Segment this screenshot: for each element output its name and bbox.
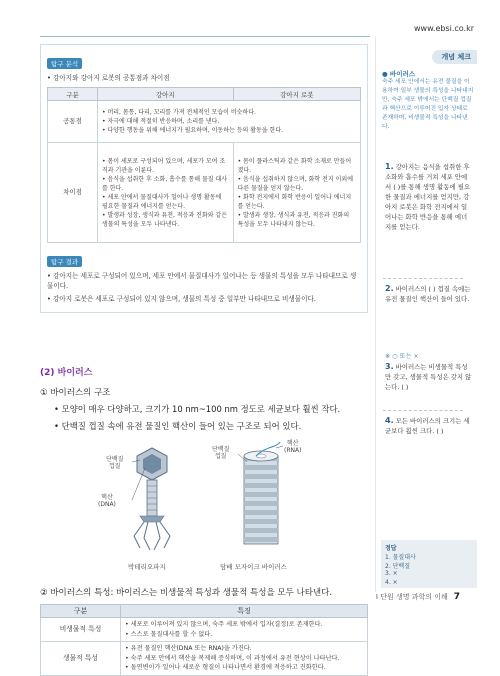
- result-point: • 강아지는 세포로 구성되어 있으며, 세포 안에서 물질대사가 일어나는 등 생물의 특성을 모두 나타내므로 생물이다.: [47, 271, 361, 291]
- dog-item: • 세포 안에서 물질대사가 일어나 생명 활동에 필요한 물질과 에너지를 얻는다.: [102, 193, 229, 211]
- tmv-figure: [238, 442, 283, 544]
- dog-item: • 발생과 성장, 생식과 유전, 적응과 진화와 같은 생물의 특성을 모두 나타낸다.: [102, 211, 229, 229]
- concept-check-sidebar: [377, 44, 477, 544]
- th2-feature: 특징: [121, 605, 368, 618]
- nonliving-item: • 세포로 이루어져 있지 않으며, 숙주 세포 밖에서 입자(결정)로 존재한다.: [125, 620, 363, 630]
- q-number: 3.: [385, 362, 394, 371]
- answer-box: [381, 540, 477, 588]
- question-divider: [383, 410, 463, 411]
- common-item: • 다양한 행동을 위해 에너지가 필요하며, 이동하는 등의 활동을 한다.: [102, 126, 356, 135]
- q-text: 강아지는 음식을 섭취한 후 소화와 흡수를 거쳐 세포 안에서 ( )를 통해 생명 활동에 필요한 물질과 에너지를 얻지만, 강아지 로봇은 화학 전지에서 일어나는 화학 반응을 통해 에너지를 얻는다.: [385, 163, 471, 231]
- properties-subtitle: ② 바이러스의 특성: 바이러스는 비생물적 특성과 생물적 특성을 모두 나타낸다.: [40, 588, 333, 598]
- section-title: (2) 바이러스: [40, 368, 93, 378]
- dog-item: • 몸이 세포로 구성되어 있으며, 세포가 모여 조직과 기관을 이룬다.: [102, 157, 229, 175]
- q-text: 모든 바이러스의 크기는 세균보다 훨씬 크다. ( ): [385, 417, 470, 435]
- q-number: 4.: [385, 416, 394, 425]
- answer-item: 4. ×: [385, 579, 398, 586]
- phage-caption: 박테리오파지: [128, 563, 166, 571]
- common-cell: [98, 101, 361, 143]
- properties-table: [40, 604, 368, 676]
- phage-nucleic-label: 핵산 (DNA): [98, 494, 116, 508]
- footer-label: I 단원 생명 과학의 이해: [375, 593, 448, 601]
- site-url: www.ebsi.co.kr: [414, 24, 474, 33]
- th-dog: 강아지: [98, 88, 234, 101]
- inquiry-intro: • 강아지와 강아지 로봇의 공통점과 차이점: [47, 73, 361, 83]
- living-item: • 돌연변이가 일어나 새로운 형질이 나타나면서 환경에 적응하고 진화한다.: [125, 663, 363, 673]
- page-number: 7: [453, 592, 460, 602]
- phage-protein-label: 단백질 껍질: [106, 456, 124, 470]
- top-divider: [40, 36, 370, 37]
- answer-item: 2. 단백질: [385, 563, 411, 570]
- th-category: 구분: [48, 88, 98, 101]
- note-title: ● 바이러스: [382, 70, 416, 78]
- row-label-common: 공통점: [48, 101, 98, 143]
- answer-title: 정답: [385, 545, 397, 552]
- main-column: [40, 44, 368, 676]
- th-robot: 강아지 로봇: [233, 88, 360, 101]
- note-body: 숙주 세포 안에서는 유전 물질을 이용하여 일부 생물의 특성을 나타내지만, 숙주 세포 밖에서는 단백질 껍질과 핵산으로 이루어진 입자 상태로 존재하며, 비생물적 특성을 나타낸다.: [382, 79, 474, 130]
- result-badge: 탐구 결과: [47, 256, 82, 267]
- living-item: • 유전 물질인 핵산(DNA 또는 RNA)을 가진다.: [125, 644, 363, 654]
- answer-item: 3. ×: [385, 570, 398, 577]
- column-divider: [375, 36, 376, 592]
- dog-diff-cell: [98, 143, 234, 243]
- common-item: • 자극에 대해 적절히 반응하며, 소리를 낸다.: [102, 117, 356, 126]
- common-item: • 머리, 몸통, 다리, 꼬리를 가져 전체적인 모습이 비슷하다.: [102, 108, 356, 117]
- question-3: [385, 362, 473, 392]
- virus-diagram: [40, 438, 368, 576]
- structure-subtitle: ① 바이러스의 구조: [40, 388, 111, 398]
- page-footer: [376, 592, 460, 602]
- q-text: 바이러스의 ( ) 껍질 속에는 유전 물질인 핵산이 들어 있다.: [385, 285, 471, 303]
- structure-line: • 단백질 껍질 속에 유전 물질인 핵산이 들어 있는 구조로 되어 있다.: [40, 420, 368, 432]
- result-point: • 강아지 로봇은 세포로 구성되어 있지 않으며, 생물의 특성 중 일부만 나타내므로 비생물이다.: [47, 294, 361, 304]
- tmv-nucleic-label: 핵산 (RNA): [284, 440, 302, 454]
- comparison-table: [47, 87, 361, 243]
- robot-item: • 몸이 플라스틱과 같은 화학 소재로 만들어 졌다.: [238, 157, 356, 175]
- structure-line: • 모양이 매우 다양하고, 크기가 10 nm~100 nm 정도로 세균보다 훨씬 작다.: [40, 403, 368, 415]
- question-4: [385, 416, 473, 436]
- inquiry-badge: 탐구 분석: [47, 58, 82, 69]
- q-number: 2.: [385, 284, 394, 293]
- living-cell: [121, 642, 368, 676]
- bacteriophage-figure: [132, 448, 170, 550]
- robot-diff-cell: [233, 143, 360, 243]
- robot-item: • 발생과 생장, 생식과 유전, 적응과 진화의 특성을 모두 나타내지 않는다.: [238, 211, 356, 229]
- row-label-diff: 차이점: [48, 143, 98, 243]
- question-divider: [383, 278, 463, 279]
- ox-hint: ※ ○ 또는 ×: [385, 353, 419, 360]
- robot-item: • 음식을 섭취하지 않으며, 화학 전지 이외에 다른 물질을 얻지 않는다.: [238, 175, 356, 193]
- tmv-caption: 담배 모자이크 바이러스: [220, 563, 287, 571]
- q-text: 바이러스는 비생물적 특성만 갖고, 생물적 특성은 갖지 않는다. ( ): [385, 363, 472, 391]
- inquiry-box: [40, 44, 368, 313]
- th2-category: 구분: [41, 605, 121, 618]
- question-1: [385, 162, 473, 232]
- concept-check-tab: 개념 체크: [432, 50, 478, 64]
- row-label-living: 생물적 특성: [41, 642, 121, 676]
- nonliving-cell: [121, 618, 368, 642]
- answer-item: 1. 물질대사: [385, 554, 416, 561]
- robot-item: • 화학 전지에서 화학 반응이 일어나 에너지를 얻는다.: [238, 193, 356, 211]
- virus-figures: [40, 438, 368, 576]
- living-item: • 숙주 세포 안에서 핵산을 복제해 증식하며, 이 과정에서 유전 현상이 나타난다.: [125, 654, 363, 664]
- question-2: [385, 284, 473, 304]
- dog-item: • 음식을 섭취한 후 소화, 흡수를 통해 물질 대사를 한다.: [102, 175, 229, 193]
- tmv-protein-label: 단백질 껍질: [212, 446, 230, 460]
- q-number: 1.: [385, 162, 394, 171]
- nonliving-item: • 스스로 물질대사를 할 수 없다.: [125, 630, 363, 640]
- row-label-nonliving: 비생물적 특성: [41, 618, 121, 642]
